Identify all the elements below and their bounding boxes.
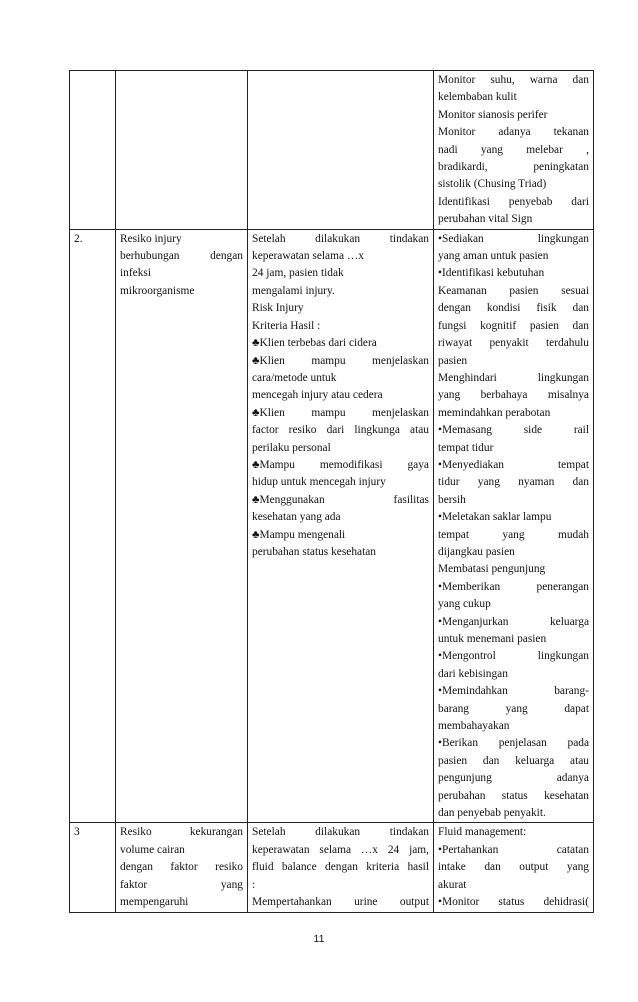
intervention-text: Menganjurkan keluarga — [442, 615, 589, 628]
outcome-line: mengalami injury. — [252, 284, 335, 297]
intervention-line: barang yang dapat — [438, 702, 589, 715]
intervention-text: Monitor status dehidrasi( — [442, 896, 589, 909]
intervention-line: perubahan vital Sign — [438, 213, 533, 226]
table-row — [70, 229, 594, 823]
outcome-line: factor resiko dari lingkunga atau — [252, 424, 429, 437]
diagnosis-line: infeksi — [120, 267, 152, 280]
intervention-line — [438, 265, 589, 282]
outcome-line: keperawatan selama …x — [252, 250, 364, 263]
intervention-text: Identifikasi kebutuhan — [442, 267, 545, 280]
intervention-line: dari kebisingan — [438, 667, 508, 680]
outcome-line: cara/metode untuk — [252, 371, 337, 384]
club-bullet-icon: ♣ — [252, 354, 260, 367]
diagnosis-line: Resiko kekurangan — [120, 826, 243, 839]
outcome-text: Mampu mengenali — [259, 528, 346, 541]
intervention-line — [438, 842, 589, 859]
outcome-text: Klien mampu menjelaskan — [259, 354, 429, 367]
outcome-line — [252, 527, 429, 544]
intervention-cell — [434, 229, 594, 823]
outcome-line: perubahan status kesehatan — [252, 545, 376, 558]
bullet-icon: • — [438, 843, 442, 856]
outcome-text: Klien terbebas dari cidera — [259, 337, 377, 350]
diagnosis-line: berhubungan dengan — [120, 250, 243, 263]
bullet-icon: • — [438, 232, 442, 245]
intervention-line: tempat yang mudah — [438, 528, 589, 541]
outcome-cell — [248, 229, 434, 823]
diagnosis-cell — [116, 229, 248, 823]
intervention-line: memindahkan perabotan — [438, 406, 551, 419]
diagnosis-cell — [116, 823, 248, 912]
diagnosis-cell — [116, 71, 248, 230]
diagnosis-line: mikroorganisme — [120, 284, 195, 297]
outcome-line — [252, 492, 429, 509]
intervention-line: dengan kondisi fisik dan — [438, 302, 589, 315]
outcome-line: Setelah dilakukan tindakan — [252, 826, 429, 839]
bullet-icon: • — [438, 685, 442, 698]
bullet-icon: • — [438, 458, 442, 471]
intervention-line — [438, 894, 589, 911]
outcome-cell — [248, 823, 434, 912]
outcome-text: Menggunakan fasilitas — [259, 493, 429, 506]
intervention-line: Identifikasi penyebab dari — [438, 195, 589, 208]
diagnosis-line: dengan faktor resiko — [120, 861, 243, 874]
outcome-line: mencegah injury atau cedera — [252, 389, 383, 402]
outcome-line: Mempertahankan urine output — [252, 896, 429, 909]
intervention-line: Monitor sianosis perifer — [438, 108, 548, 121]
diagnosis-line: mempengaruhi — [120, 896, 189, 909]
outcome-line: keperawatan selama …x 24 jam, — [252, 843, 429, 856]
row-number: 3 — [70, 823, 116, 912]
club-bullet-icon: ♣ — [252, 458, 260, 471]
intervention-line: Fluid management: — [438, 826, 527, 839]
diagnosis-line: faktor yang — [120, 878, 243, 891]
bullet-icon: • — [438, 650, 442, 663]
outcome-line: fluid balance dengan kriteria hasil — [252, 861, 429, 874]
page-number: 11 — [313, 933, 325, 945]
intervention-line: bersih — [438, 493, 466, 506]
bullet-icon: • — [438, 424, 442, 437]
intervention-line: membahayakan — [438, 720, 510, 733]
row-number — [70, 71, 116, 230]
intervention-line: tempat tidur — [438, 441, 494, 454]
club-bullet-icon: ♣ — [252, 406, 260, 419]
outcome-line: hidup untuk mencegah injury — [252, 476, 386, 489]
intervention-line — [438, 614, 589, 631]
club-bullet-icon: ♣ — [252, 337, 260, 350]
intervention-line — [438, 683, 589, 700]
intervention-line: dijangkau pasien — [438, 545, 515, 558]
intervention-line: fungsi kognitif pasien dan — [438, 319, 589, 332]
intervention-line: bradikardi, peningkatan — [438, 161, 589, 174]
bullet-icon: • — [438, 615, 442, 628]
intervention-text: Meletakan saklar lampu — [442, 511, 552, 524]
intervention-line: yang cukup — [438, 598, 491, 611]
outcome-line: Setelah dilakukan tindakan — [252, 232, 429, 245]
row-number: 2. — [70, 229, 116, 823]
club-bullet-icon: ♣ — [252, 528, 260, 541]
intervention-line: dan penyebab penyakit. — [438, 807, 546, 820]
intervention-line: tidur yang nyaman dan — [438, 476, 589, 489]
intervention-cell — [434, 71, 594, 230]
intervention-line: perubahan status kesehatan — [438, 789, 589, 802]
diagnosis-line: Resiko injury — [120, 232, 182, 245]
intervention-line: kelembaban kulit — [438, 91, 517, 104]
intervention-line — [438, 648, 589, 665]
table-row — [70, 823, 594, 912]
intervention-line: Keamanan pasien sesuai — [438, 284, 589, 297]
intervention-line: pasien dan keluarga atau — [438, 754, 589, 767]
outcome-text: Klien mampu menjelaskan — [259, 406, 429, 419]
intervention-line: riwayat penyakit terdahulu — [438, 337, 589, 350]
intervention-text: Memasang side rail — [442, 424, 589, 437]
intervention-line: pengunjung adanya — [438, 772, 589, 785]
intervention-line — [438, 422, 589, 439]
bullet-icon: • — [438, 511, 442, 524]
intervention-line: Monitor suhu, warna dan — [438, 74, 589, 86]
outcome-line — [252, 335, 429, 352]
intervention-text: Mengontrol lingkungan — [442, 650, 589, 663]
intervention-line: nadi yang melebar , — [438, 143, 589, 156]
intervention-line — [438, 735, 589, 752]
outcome-line — [252, 405, 429, 422]
bullet-icon: • — [438, 267, 442, 280]
intervention-line: akurat — [438, 878, 467, 891]
table-row — [70, 71, 594, 230]
intervention-line: yang aman untuk pasien — [438, 250, 549, 263]
intervention-text: Sediakan lingkungan — [442, 232, 589, 245]
intervention-line: yang berbahaya misalnya — [438, 389, 589, 402]
outcome-line: : — [252, 878, 256, 891]
diagnosis-line: volume cairan — [120, 843, 185, 856]
care-plan-table — [69, 70, 594, 913]
outcome-line — [252, 353, 429, 370]
intervention-line: pasien — [438, 354, 468, 367]
intervention-line — [438, 579, 589, 596]
intervention-line: untuk menemani pasien — [438, 633, 547, 645]
intervention-text: Memindahkan barang- — [442, 685, 589, 698]
intervention-line: Membatasi pengunjung — [438, 563, 546, 576]
outcome-line: 24 jam, pasien tidak — [252, 267, 344, 280]
outcome-text: Mampu memodifikasi gaya — [259, 458, 429, 471]
intervention-line — [438, 231, 589, 248]
intervention-text: Pertahankan catatan — [442, 843, 589, 856]
club-bullet-icon: ♣ — [252, 493, 260, 506]
outcome-line — [252, 457, 429, 474]
intervention-line — [438, 457, 589, 474]
intervention-text: Berikan penjelasan pada — [442, 737, 589, 750]
outcome-line: perilaku personal — [252, 441, 331, 454]
outcome-line: kesehatan yang ada — [252, 511, 341, 524]
outcome-line: Kriteria Hasil : — [252, 319, 321, 332]
intervention-line: sistolik (Chusing Triad) — [438, 178, 547, 191]
intervention-line: Menghindari lingkungan — [438, 371, 589, 384]
outcome-line: Risk Injury — [252, 302, 304, 315]
bullet-icon: • — [438, 580, 442, 593]
intervention-cell — [434, 823, 594, 912]
intervention-line: Monitor adanya tekanan — [438, 126, 589, 139]
bullet-icon: • — [438, 737, 442, 750]
intervention-text: Menyediakan tempat — [442, 458, 589, 471]
intervention-text: Memberikan penerangan — [442, 580, 589, 593]
outcome-cell — [248, 71, 434, 230]
bullet-icon: • — [438, 896, 442, 909]
intervention-line: intake dan output yang — [438, 861, 589, 874]
care-plan-body — [70, 71, 594, 913]
intervention-line — [438, 509, 589, 526]
